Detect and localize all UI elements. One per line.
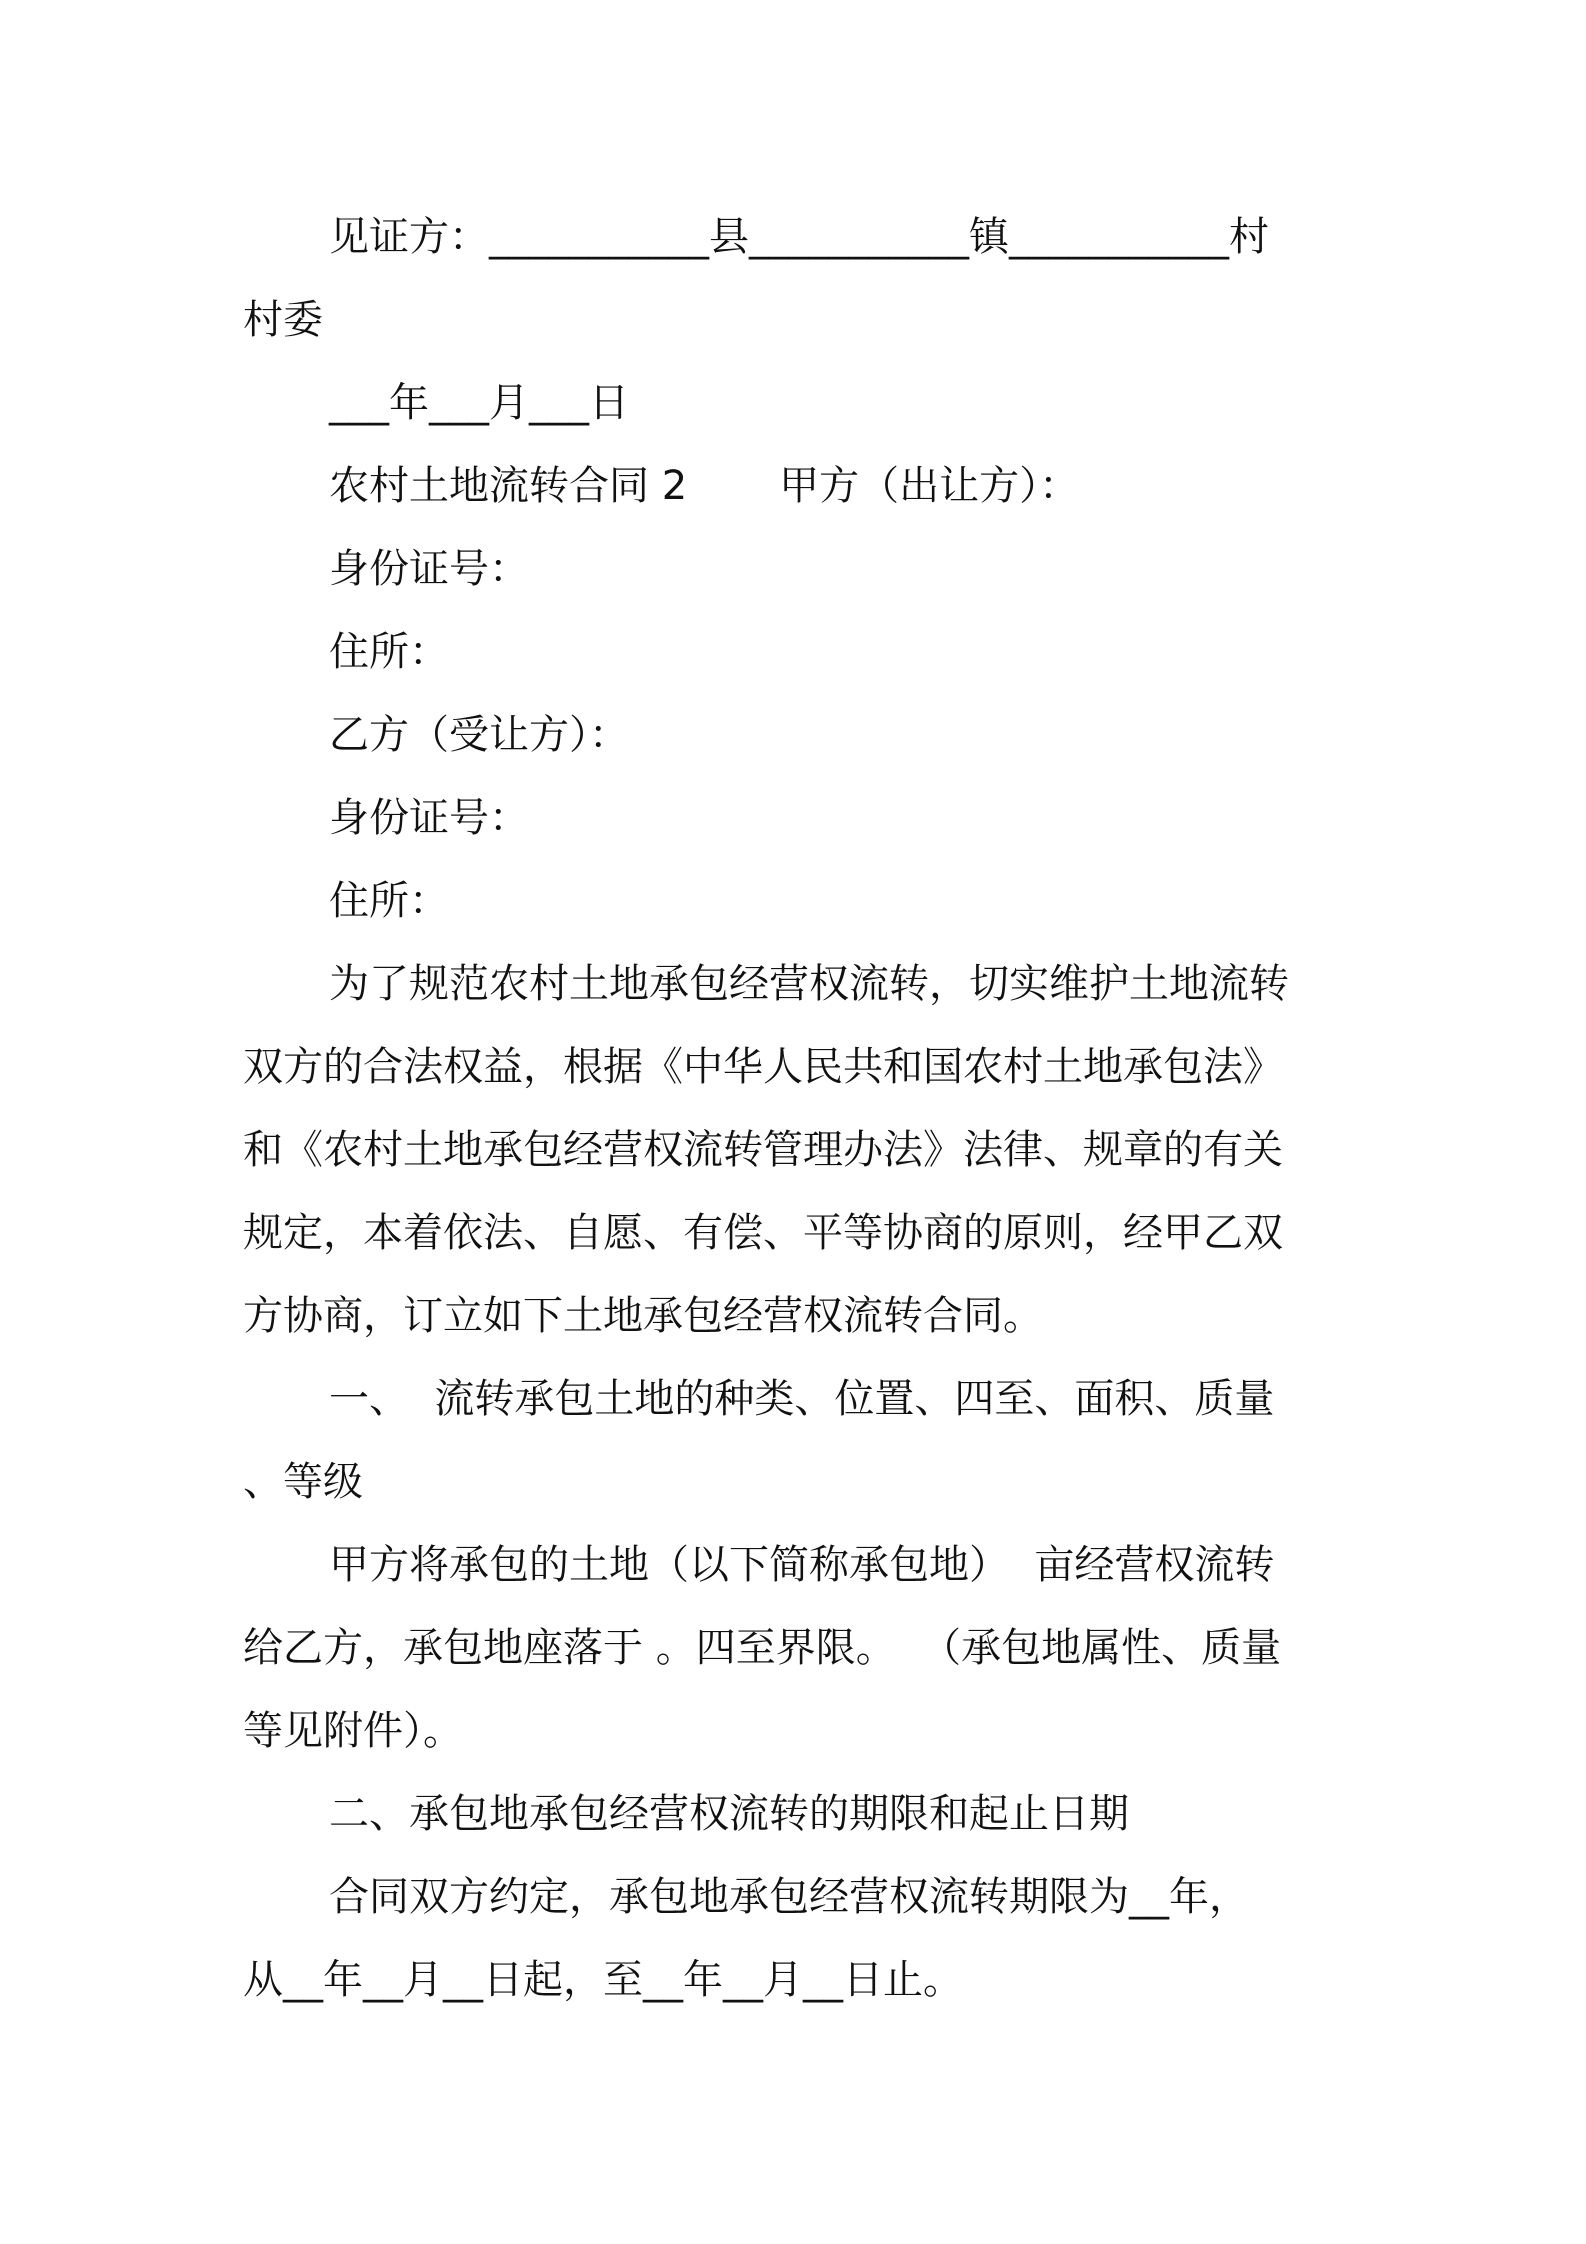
party-a-id: 身份证号： — [329, 546, 529, 592]
party-b-address: 住所： — [329, 878, 449, 924]
party-b-id: 身份证号： — [329, 795, 529, 841]
date-line: ___年___月___日 — [329, 380, 629, 426]
preamble-line: 规定，本着依法、自愿、有偿、平等协商的原则，经甲乙双 — [243, 1210, 1283, 1256]
section1-body-line: 给乙方，承包地座落于 。四至界限。 （承包地属性、质量 — [243, 1625, 1282, 1671]
preamble-line: 为了规范农村土地承包经营权流转，切实维护土地流转 — [329, 961, 1289, 1007]
document-page — [243, 196, 1353, 2022]
section1-heading-continuation: 、等级 — [243, 1459, 363, 1505]
preamble-line: 方协商，订立如下土地承包经营权流转合同。 — [243, 1293, 1043, 1339]
party-b-label: 乙方（受让方）： — [329, 712, 629, 758]
witness-line: 见证方：___________县___________镇___________村 — [329, 214, 1269, 260]
section1-heading: 一、 流转承包土地的种类、位置、四至、面积、质量 — [329, 1376, 1275, 1422]
party-a-label: 甲方（出让方）： — [779, 463, 1080, 509]
witness-line-continuation: 村委 — [243, 297, 323, 343]
section1-body-line: 甲方将承包的土地（以下简称承包地） 亩经营权流转 — [329, 1542, 1275, 1588]
section2-body-line: 合同双方约定，承包地承包经营权流转期限为__年， — [329, 1874, 1249, 1920]
contract-title-line — [243, 445, 1353, 528]
section1-body-line: 等见附件）。 — [243, 1708, 463, 1754]
party-a-address: 住所： — [329, 629, 449, 675]
section2-heading: 二、承包地承包经营权流转的期限和起止日期 — [329, 1791, 1129, 1837]
section2-body-line: 从__年__月__日起，至__年__月__日止。 — [243, 1957, 963, 2003]
contract-title: 农村土地流转合同 2 — [329, 463, 688, 509]
preamble-line: 和《农村土地承包经营权流转管理办法》法律、规章的有关 — [243, 1127, 1283, 1173]
preamble-line: 双方的合法权益，根据《中华人民共和国农村土地承包法》 — [243, 1044, 1283, 1090]
